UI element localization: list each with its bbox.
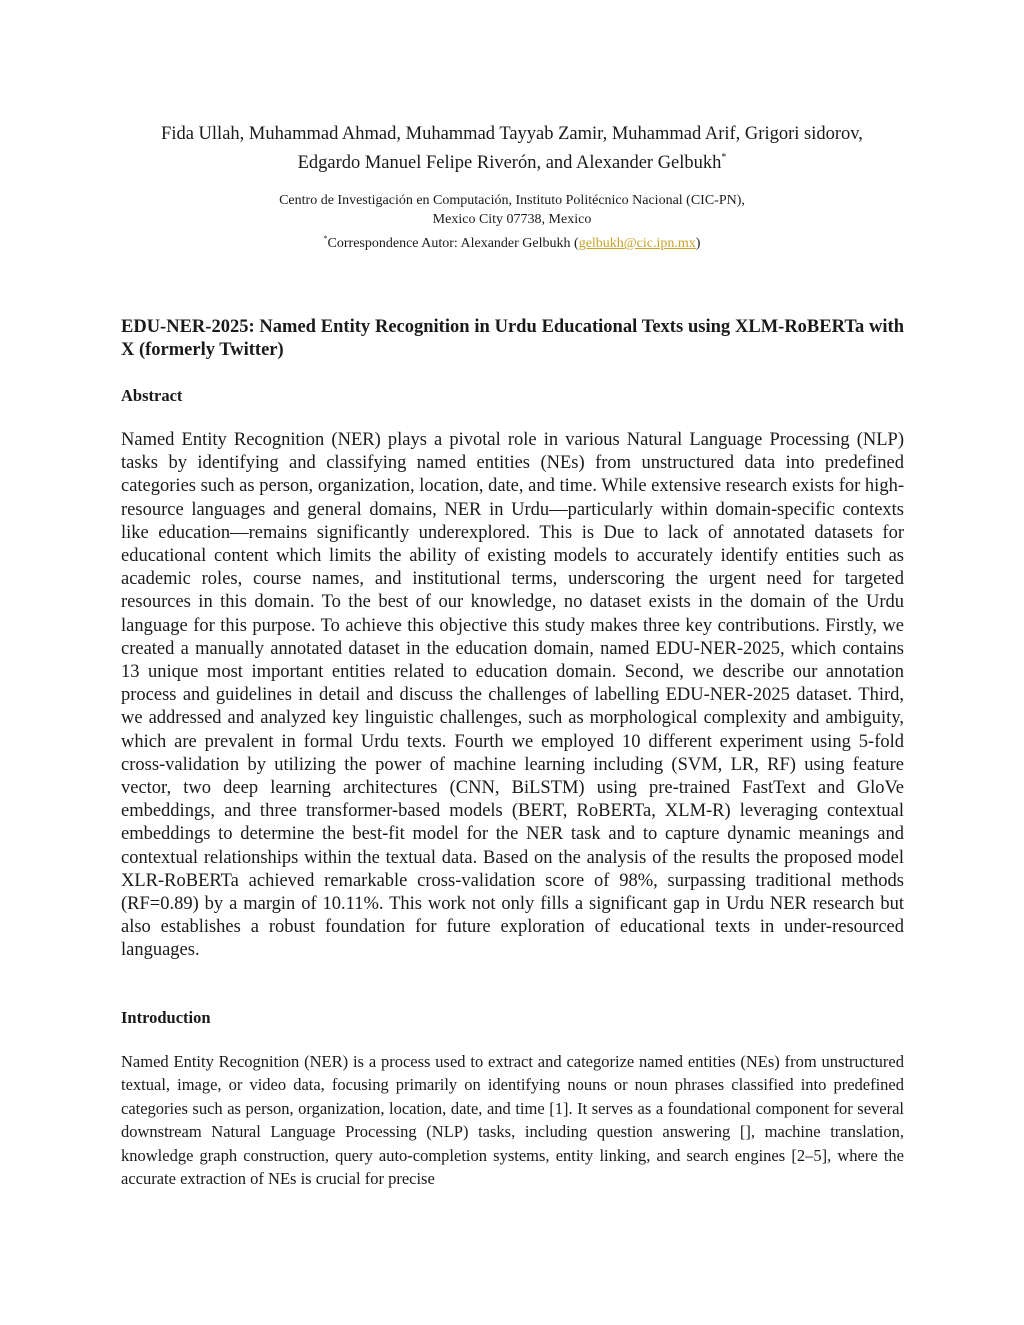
correspondence-email-link[interactable]: gelbukh@cic.ipn.mx (578, 236, 696, 251)
correspondence-prefix: Correspondence Autor: Alexander Gelbukh ( (327, 236, 579, 251)
author-list (100, 122, 924, 175)
correspondence-suffix: ) (695, 236, 701, 251)
affiliation-line-1: Centro de Investigación en Computación, Instituto Politécnico Nacional (CIC-PN), (279, 193, 745, 208)
correspondence-line (100, 229, 924, 253)
paper-title: EDU-NER-2025: Named Entity Recognition in Urdu Educational Texts using XLM-RoBERTa with X (formerly Twitter) (121, 317, 904, 360)
authors-line-2 (100, 146, 924, 175)
corresponding-marker: * (721, 152, 727, 163)
correspondence-marker: * (323, 234, 328, 243)
affiliation-line-2: Mexico City 07738, Mexico (432, 212, 592, 227)
authors-line-2-text: Edgardo Manuel Felipe Riverón, and Alexander Gelbukh (297, 153, 722, 173)
affiliation-block (100, 191, 924, 253)
introduction-heading: Introduction (121, 1008, 211, 1027)
introduction-text: Named Entity Recognition (NER) is a process used to extract and categorize named entities (NEs) from unstructured textual, image, or video data, focusing primarily on identifying nouns or noun phrases classified into predefined categories such as person, organization, location, date, and time [1]. It serves as a foundational component for several downstream Natural Language Processing (NLP) tasks, including question answering [], machine translation, knowledge graph construction, query auto-completion systems, entity linking, and search engines [2–5], where the accurate extraction of NEs is crucial for precise (121, 1052, 904, 1189)
authors-line-1: Fida Ullah, Muhammad Ahmad, Muhammad Tayyab Zamir, Muhammad Arif, Grigori sidorov, (161, 124, 863, 144)
abstract-heading: Abstract (121, 386, 183, 405)
abstract-text: Named Entity Recognition (NER) plays a pivotal role in various Natural Language Processing (NLP) tasks by identifying and classifying named entities (NEs) from unstructured data into predefined categories such as person, organization, location, date, and time. While extensive research exists for high-resource languages and general domains, NER in Urdu—particularly within domain-specific contexts like education—remains significantly underexplored. This is Due to lack of annotated datasets for educational content which limits the ability of existing models to accurately identify entities such as academic roles, course names, and institutional terms, underscoring the urgent need for targeted resources in this domain. To the best of our knowledge, no dataset exists in the domain of the Urdu language for this purpose. To achieve this objective this study makes three key contributions. Firstly, we created a manually annotated dataset in the education domain, named EDU-NER-2025, which contains 13 unique most important entities related to education domain. Second, we describe our annotation process and guidelines in detail and discuss the challenges of labelling EDU-NER-2025 dataset. Third, we addressed and analyzed key linguistic challenges, such as morphological complexity and ambiguity, which are prevalent in formal Urdu texts. Fourth we employed 10 different experiment using 5-fold cross-validation by utilizing the power of machine learning including (SVM, LR, RF) using feature vector, two deep learning architectures (CNN, BiLSTM) using pre-trained FastText and GloVe embeddings, and three transformer-based models (BERT, RoBERTa, XLM-R) leveraging contextual embeddings to determine the best-fit model for the NER task and to capture dynamic meanings and contextual relationships within the textual data. Based on the analysis of the results the proposed model XLR-RoBERTa achieved remarkable cross-validation score of 98%, surpassing traditional methods (RF=0.89) by a margin of 10.11%. This work not only fills a significant gap in Urdu NER research but also establishes a robust foundation for future exploration of educational texts in under-resourced languages. (121, 430, 904, 961)
